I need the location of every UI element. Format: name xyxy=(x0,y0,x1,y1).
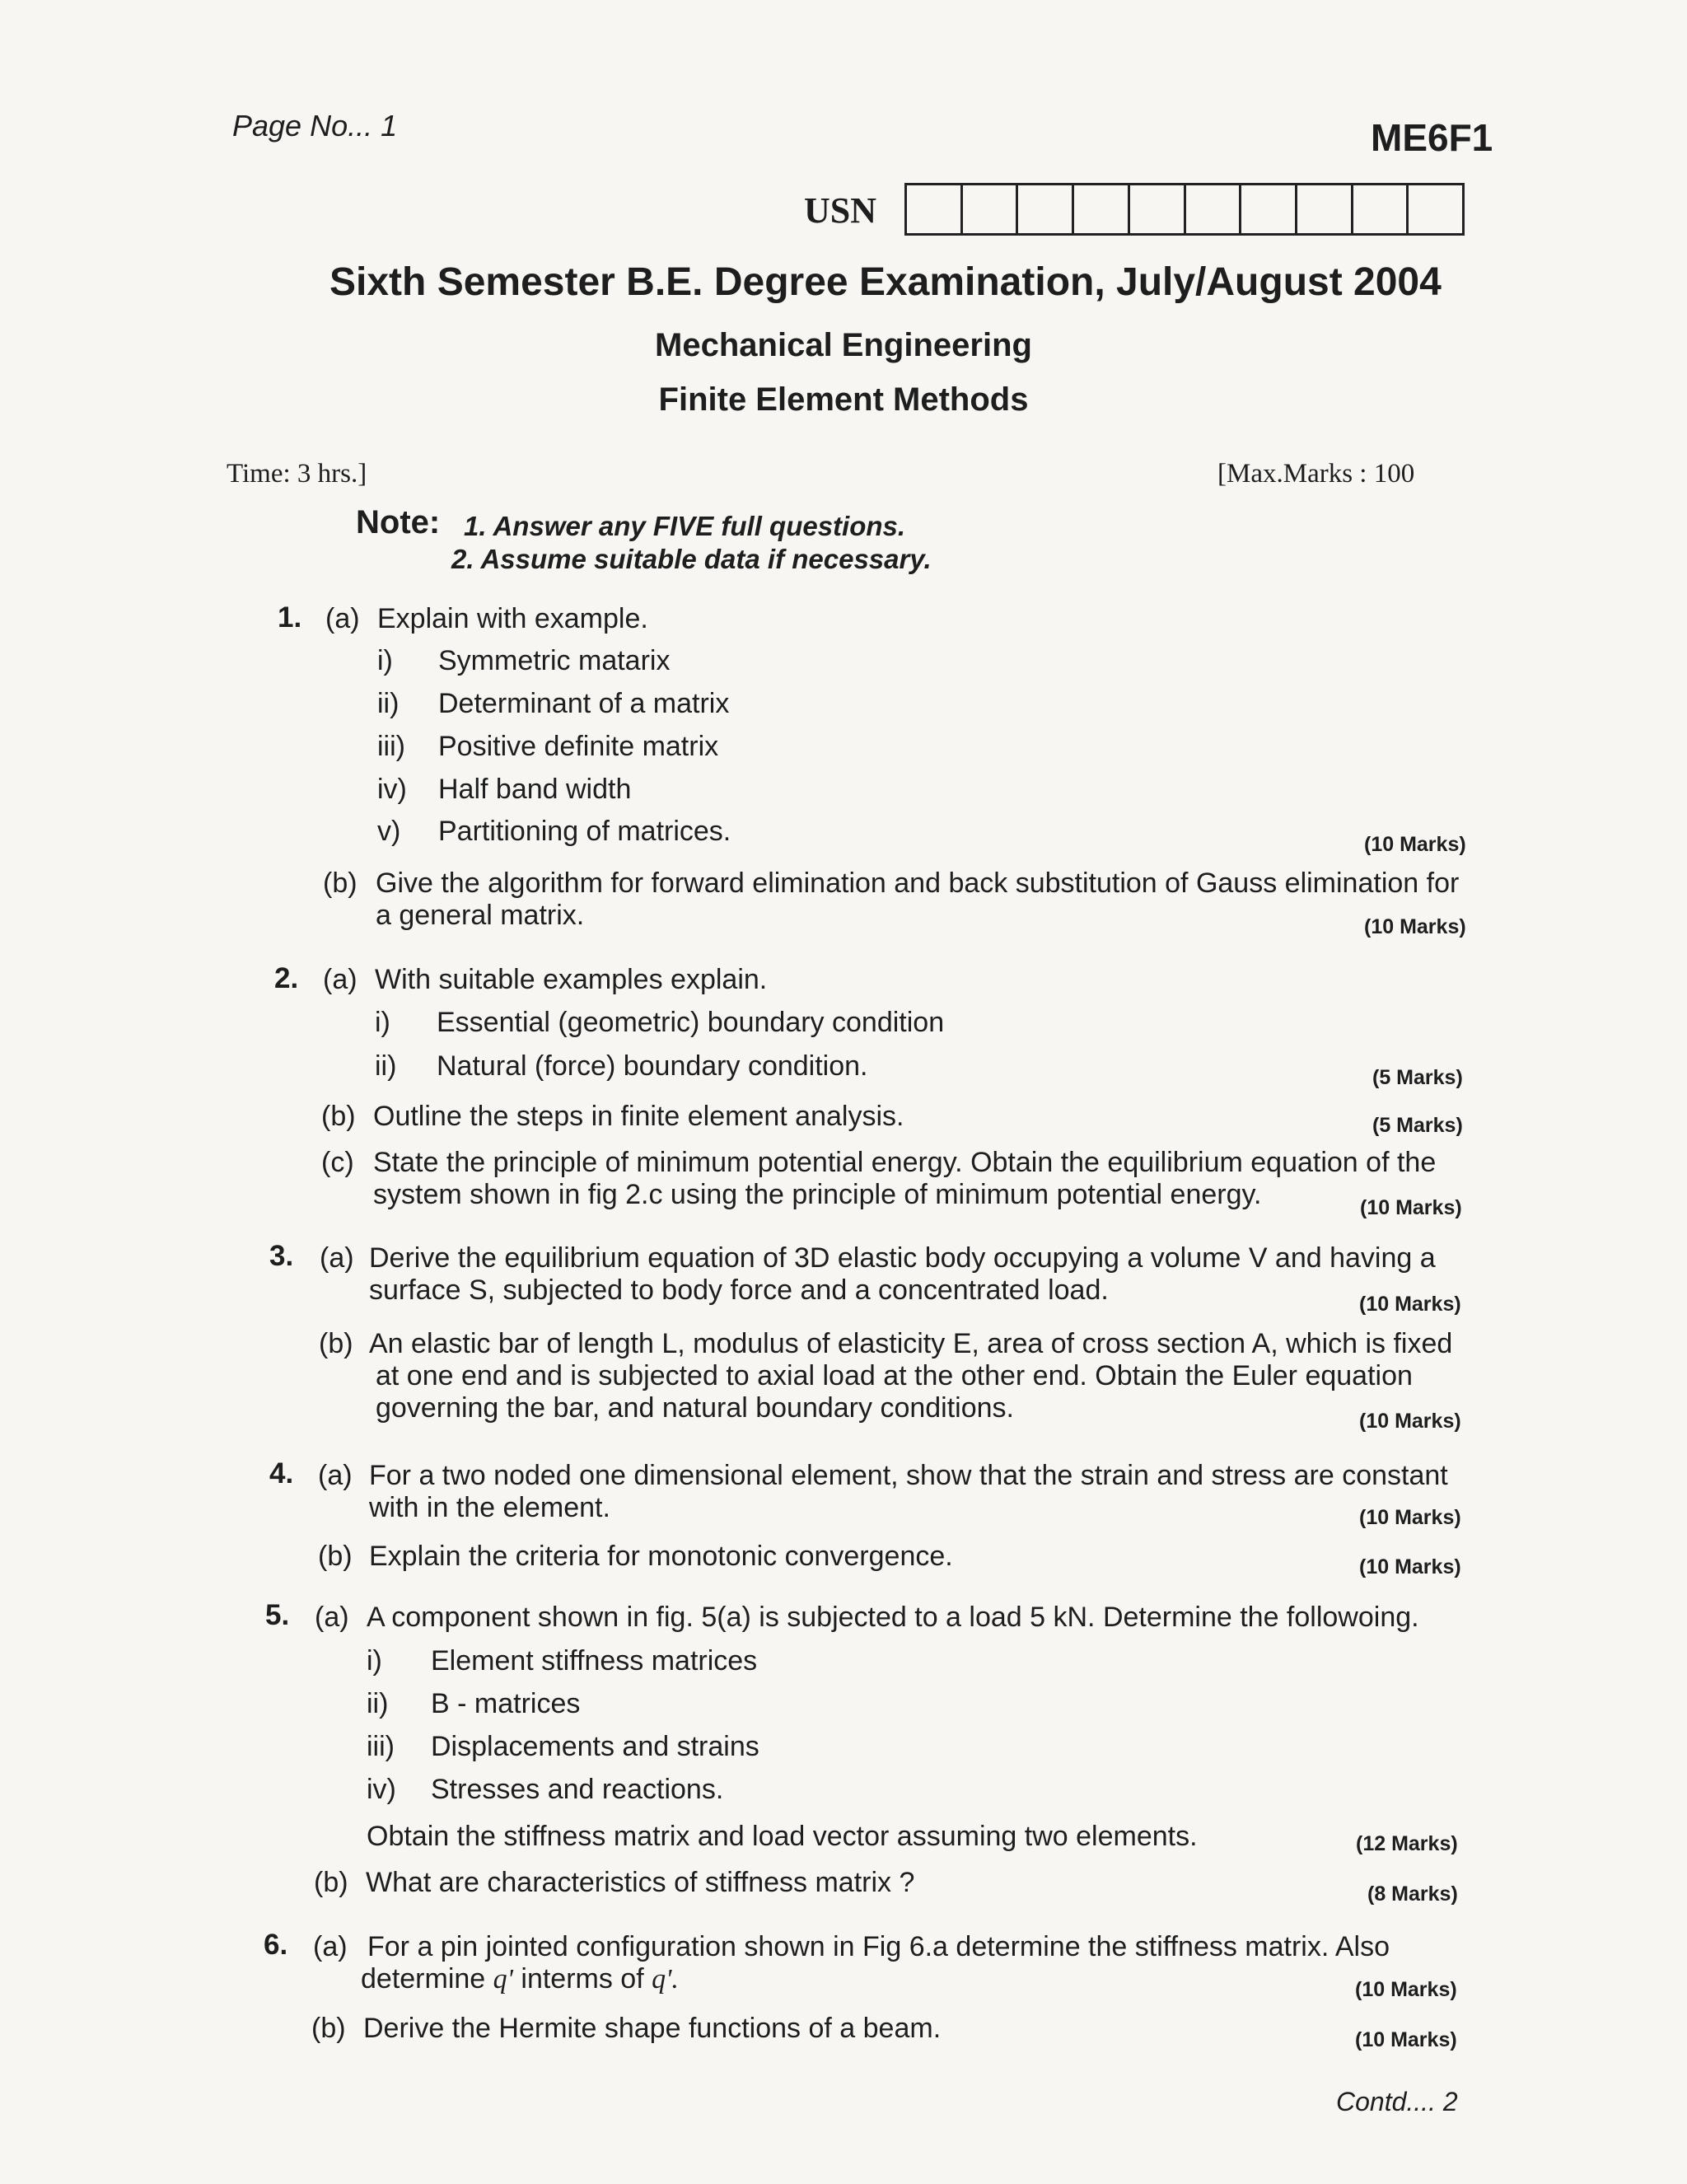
sub-number: v) xyxy=(377,816,401,847)
sub-text: Symmetric matarix xyxy=(438,645,671,676)
question-number: 2. xyxy=(274,962,299,994)
sub-text: Essential (geometric) boundary condition xyxy=(437,1007,945,1038)
part-label: (b) xyxy=(318,1541,353,1572)
usn-label: USN xyxy=(804,190,877,231)
sub-number: iv) xyxy=(367,1774,396,1805)
marks-label: (10 Marks) xyxy=(1364,915,1466,938)
question-text-fragment: determine xyxy=(361,1963,486,1995)
branch-title: Mechanical Engineering xyxy=(655,327,1032,363)
question-text: Explain the criteria for monotonic convergence. xyxy=(369,1541,953,1572)
question-text: a general matrix. xyxy=(376,900,585,931)
question-text: at one end and is subjected to axial load at the other end. Obtain the Euler equation xyxy=(376,1360,1413,1391)
question-text: State the principle of minimum potential energy. Obtain the equilibrium equation of the xyxy=(373,1147,1437,1178)
usn-box xyxy=(1409,185,1462,233)
question-text: with in the element. xyxy=(369,1492,610,1523)
marks-label: (5 Marks) xyxy=(1372,1066,1463,1089)
sub-number: ii) xyxy=(367,1688,389,1719)
sub-text: Determinant of a matrix xyxy=(438,688,730,719)
question-text: Give the algorithm for forward elimination and back substitution of Gauss elimination for xyxy=(376,868,1460,899)
question-text xyxy=(361,1963,679,1995)
part-label: (a) xyxy=(325,603,360,634)
exam-time: Time: 3 hrs.] xyxy=(227,459,367,489)
question-text: With suitable examples explain. xyxy=(375,964,768,995)
usn-box xyxy=(1130,185,1186,233)
variable-q-prime: q' xyxy=(493,1964,513,1995)
question-text: governing the bar, and natural boundary conditions. xyxy=(376,1392,1014,1424)
sub-text: Displacements and strains xyxy=(431,1731,759,1762)
note-item: 1. Answer any FIVE full questions. xyxy=(464,511,906,541)
part-label: (a) xyxy=(313,1931,348,1962)
question-number: 3. xyxy=(269,1240,294,1272)
question-number: 1. xyxy=(278,601,302,634)
sub-text: Natural (force) boundary condition. xyxy=(437,1050,868,1082)
sub-text: Half band width xyxy=(438,774,632,805)
question-text: An elastic bar of length L, modulus of elasticity E, area of cross section A, which is fixed xyxy=(369,1328,1453,1359)
marks-label: (5 Marks) xyxy=(1372,1114,1463,1137)
part-label: (a) xyxy=(315,1602,349,1633)
sub-number: i) xyxy=(377,645,393,676)
continued-note: Contd.... 2 xyxy=(1336,2087,1458,2116)
sub-number: i) xyxy=(375,1007,390,1038)
marks-label: (10 Marks) xyxy=(1355,2028,1457,2051)
question-text: For a pin jointed configuration shown in Fig 6.a determine the stiffness matrix. Also xyxy=(367,1931,1390,1962)
sub-number: iii) xyxy=(377,731,405,762)
part-label: (b) xyxy=(314,1867,348,1898)
usn-box xyxy=(1018,185,1074,233)
sub-number: ii) xyxy=(375,1050,397,1082)
question-text: surface S, subjected to body force and a concentrated load. xyxy=(369,1274,1109,1306)
part-label: (a) xyxy=(318,1460,353,1491)
sub-number: iii) xyxy=(367,1731,395,1762)
sub-number: iv) xyxy=(377,774,407,805)
sub-text: Positive definite matrix xyxy=(438,731,719,762)
part-label: (b) xyxy=(319,1328,353,1359)
marks-label: (8 Marks) xyxy=(1367,1882,1458,1906)
part-label: (b) xyxy=(311,2013,346,2044)
usn-box xyxy=(907,185,963,233)
part-label: (a) xyxy=(320,1242,354,1274)
part-label: (a) xyxy=(323,964,357,995)
sub-text: Partitioning of matrices. xyxy=(438,816,731,847)
part-label: (b) xyxy=(323,868,357,899)
usn-box xyxy=(963,185,1019,233)
note-label: Note: xyxy=(356,504,441,540)
sub-number: i) xyxy=(367,1645,382,1677)
question-number: 5. xyxy=(265,1599,290,1631)
question-text: system shown in fig 2.c using the principle of minimum potential energy. xyxy=(373,1179,1262,1210)
question-number: 4. xyxy=(269,1457,294,1490)
usn-box xyxy=(1353,185,1409,233)
marks-label: (10 Marks) xyxy=(1360,1196,1462,1219)
question-text: Derive the Hermite shape functions of a beam. xyxy=(363,2013,942,2044)
exam-title: Sixth Semester B.E. Degree Examination, July/August 2004 xyxy=(329,260,1442,304)
page-number: Page No... 1 xyxy=(232,109,398,143)
question-text: For a two noded one dimensional element, show that the strain and stress are constant xyxy=(369,1460,1448,1491)
question-text: What are characteristics of stiffness matrix ? xyxy=(366,1867,915,1898)
marks-label: (10 Marks) xyxy=(1359,1410,1461,1433)
part-label: (b) xyxy=(321,1101,356,1132)
note-item: 2. Assume suitable data if necessary. xyxy=(451,544,932,574)
usn-box xyxy=(1241,185,1297,233)
variable-q-prime: q'. xyxy=(652,1964,679,1995)
question-text: Outline the steps in finite element analysis. xyxy=(373,1101,904,1132)
question-text: Explain with example. xyxy=(377,603,648,634)
question-text-fragment: interms of xyxy=(521,1963,644,1995)
marks-label: (12 Marks) xyxy=(1356,1832,1458,1855)
marks-label: (10 Marks) xyxy=(1355,1978,1457,2001)
subject-title: Finite Element Methods xyxy=(658,381,1029,418)
marks-label: (10 Marks) xyxy=(1359,1293,1461,1316)
sub-text: Stresses and reactions. xyxy=(431,1774,724,1805)
paper-code: ME6F1 xyxy=(1371,116,1493,159)
usn-box xyxy=(1074,185,1130,233)
usn-box xyxy=(1297,185,1353,233)
usn-box xyxy=(1186,185,1242,233)
sub-number: ii) xyxy=(377,688,400,719)
max-marks: [Max.Marks : 100 xyxy=(1217,459,1415,489)
part-label: (c) xyxy=(321,1147,354,1178)
question-text: Derive the equilibrium equation of 3D elastic body occupying a volume V and having a xyxy=(369,1242,1436,1274)
question-text: A component shown in fig. 5(a) is subjected to a load 5 kN. Determine the followoing. xyxy=(367,1602,1419,1633)
marks-label: (10 Marks) xyxy=(1359,1555,1461,1578)
marks-label: (10 Marks) xyxy=(1364,833,1466,856)
question-text: Obtain the stiffness matrix and load vector assuming two elements. xyxy=(367,1821,1198,1852)
sub-text: Element stiffness matrices xyxy=(431,1645,758,1677)
sub-text: B - matrices xyxy=(431,1688,581,1719)
question-number: 6. xyxy=(264,1929,288,1961)
marks-label: (10 Marks) xyxy=(1359,1506,1461,1529)
usn-boxes xyxy=(904,183,1465,236)
